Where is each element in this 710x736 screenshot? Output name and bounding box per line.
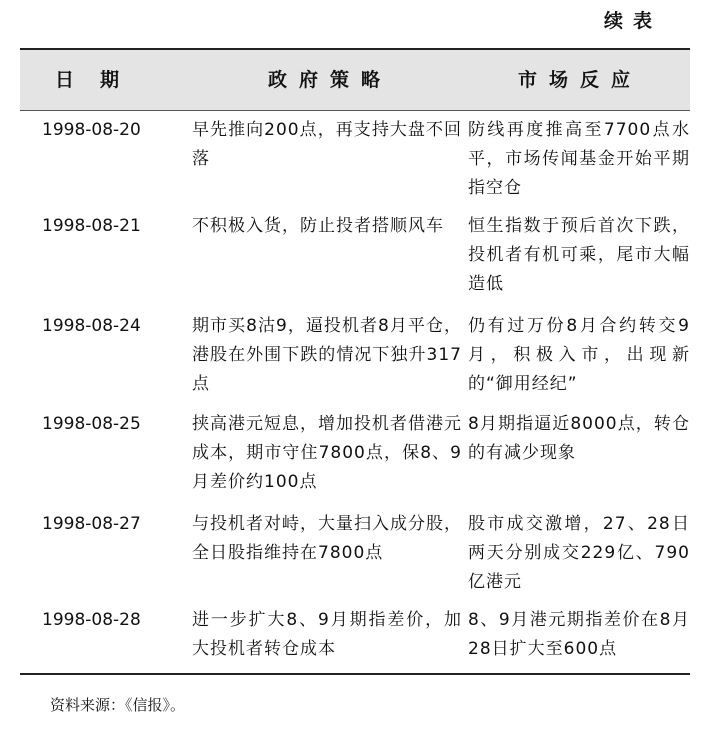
policy-cell: 进一步扩大8、9月期指差价，加大投机者转仓成本 xyxy=(192,610,462,659)
date-cell: 1998-08-24 xyxy=(42,316,141,336)
market-cell: 8月期指逼近8000点，转仓的有减少现象 xyxy=(468,414,690,463)
table-bottom-rule xyxy=(20,673,690,675)
table-row xyxy=(20,510,690,610)
policy-cell: 期市买8沽9，逼投机者8月平仓，港股在外围下跌的情况下独升317点 xyxy=(192,316,462,394)
date-cell: 1998-08-27 xyxy=(42,514,141,534)
market-cell: 防线再度推高至7700点水平，市场传闻基金开始平期指空仓 xyxy=(468,120,690,198)
continued-label: 续表 xyxy=(603,10,662,32)
table-row xyxy=(20,312,690,412)
source-note: 资料来源：《信报》。 xyxy=(50,696,186,714)
header-policy: 政府策略 xyxy=(267,69,392,91)
table-row xyxy=(20,116,690,216)
date-cell: 1998-08-20 xyxy=(42,120,141,140)
policy-cell: 不积极入货，防止投者搭顺风车 xyxy=(192,216,444,236)
date-cell: 1998-08-21 xyxy=(42,216,141,236)
policy-cell: 与投机者对峙，大量扫入成分股，全日股指维持在7800点 xyxy=(192,514,462,563)
header-date: 日期 xyxy=(54,69,145,91)
date-cell: 1998-08-25 xyxy=(42,414,141,434)
date-cell: 1998-08-28 xyxy=(42,610,141,630)
table-row xyxy=(20,606,690,706)
market-cell: 恒生指数于预后首次下跌，投机者有机可乘，尾市大幅造低 xyxy=(468,216,690,294)
table-row xyxy=(20,410,690,510)
table-row xyxy=(20,212,690,312)
policy-cell: 早先推向200点，再支持大盘不回落 xyxy=(192,120,462,169)
table-header xyxy=(20,48,690,111)
market-cell: 仍有过万份8月合约转交9月，积极入市，出现新的“御用经纪” xyxy=(468,316,690,394)
header-market: 市场反应 xyxy=(517,69,642,91)
policy-cell: 挟高港元短息，增加投机者借港元成本，期市守住7800点，保8、9月差价约100点 xyxy=(192,414,462,492)
market-cell: 股市成交激增，27、28日两天分别成交229亿、790亿港元 xyxy=(468,514,690,592)
market-cell: 8、9月港元期指差价在8月28日扩大至600点 xyxy=(468,610,690,659)
